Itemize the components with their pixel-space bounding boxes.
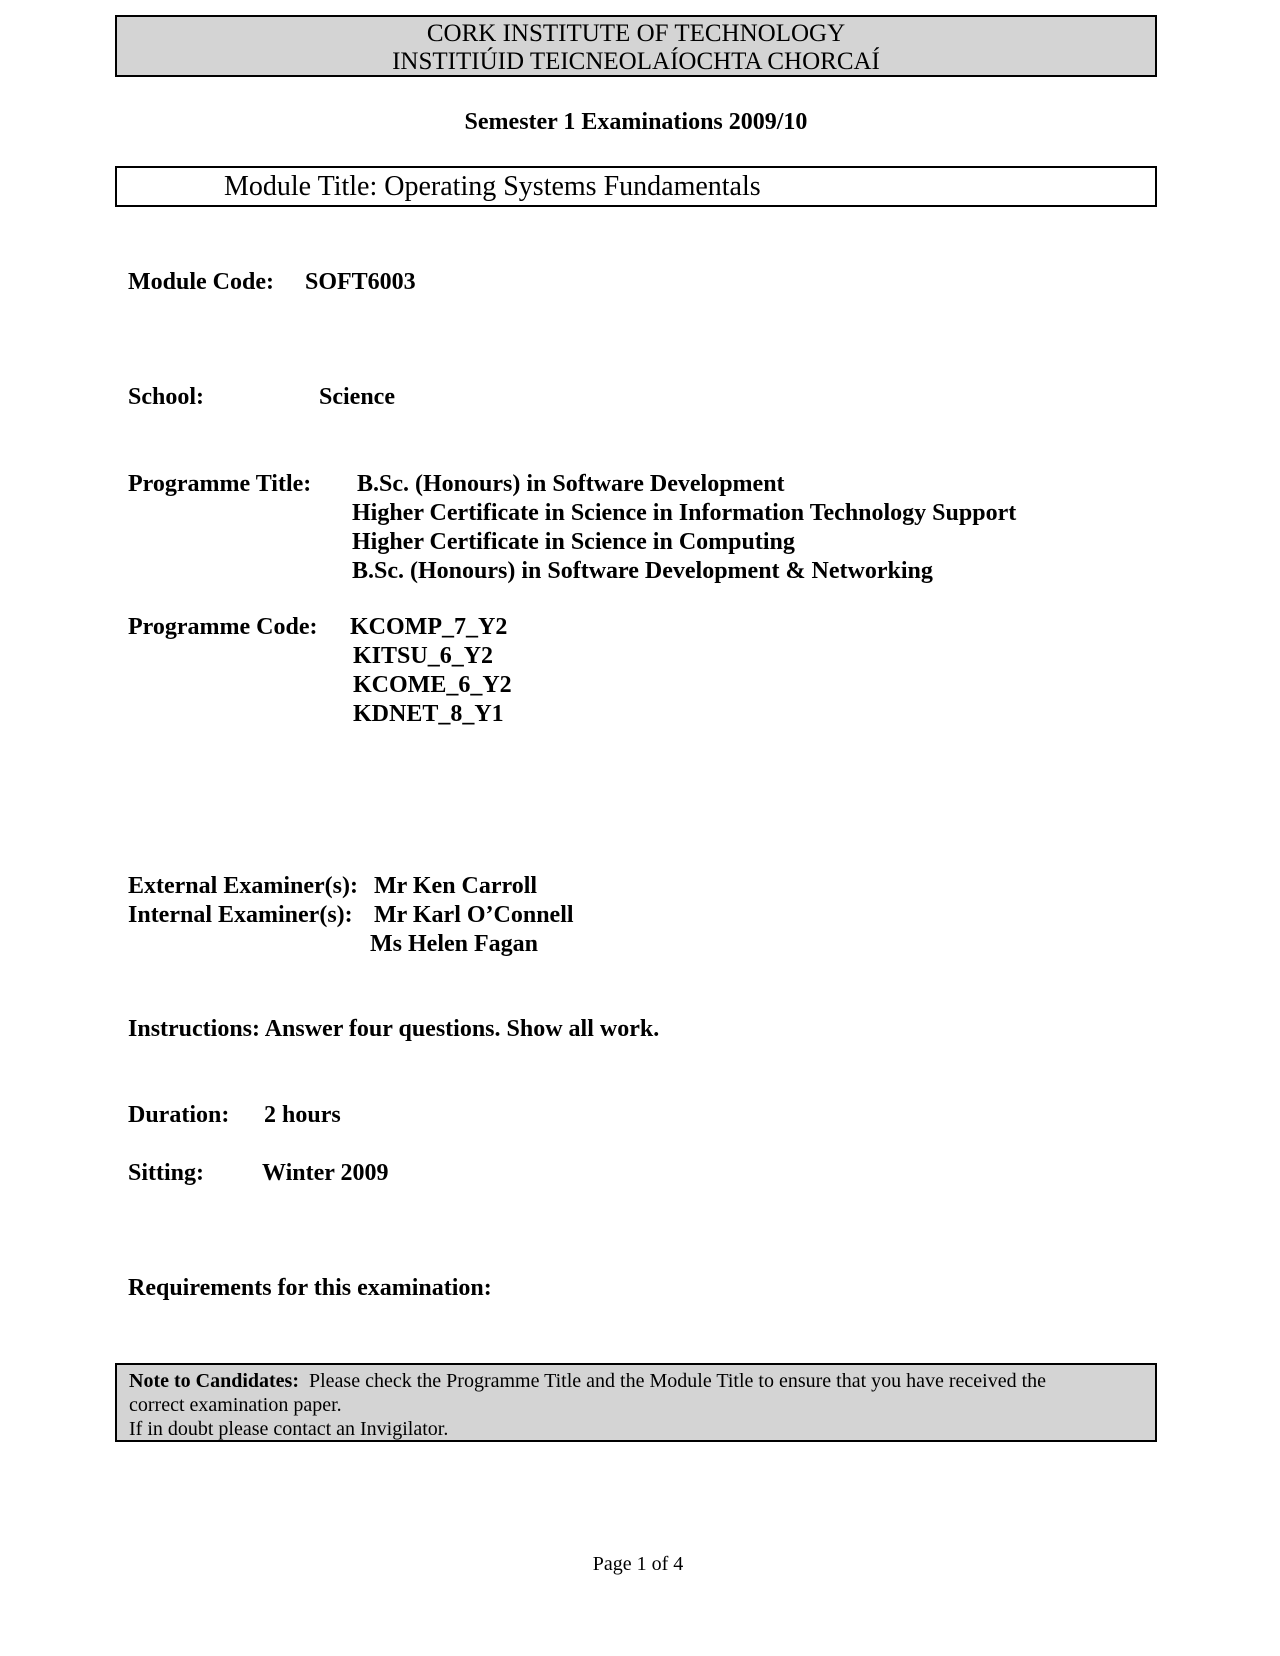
semester-heading: Semester 1 Examinations 2009/10 bbox=[464, 109, 808, 135]
institution-name-english: CORK INSTITUTE OF TECHNOLOGY bbox=[426, 20, 846, 47]
page-number: Page 1 of 4 bbox=[592, 1553, 684, 1575]
external-examiner-label: External Examiner(s): bbox=[128, 873, 358, 899]
requirements-heading: Requirements for this examination: bbox=[128, 1275, 492, 1301]
programme-title-line: B.Sc. (Honours) in Software Development bbox=[357, 471, 785, 497]
module-code-value: SOFT6003 bbox=[305, 269, 416, 295]
internal-examiner-name: Ms Helen Fagan bbox=[370, 931, 538, 957]
programme-code-line: KCOME_6_Y2 bbox=[353, 672, 512, 698]
programme-title-line: Higher Certificate in Science in Computing bbox=[352, 529, 795, 555]
programme-code-label: Programme Code: bbox=[128, 614, 318, 640]
note-text-line: If in doubt please contact an Invigilator. bbox=[129, 1418, 449, 1440]
institution-name-irish: INSTITIÚID TEICNEOLAÍOCHTA CHORCAÍ bbox=[392, 48, 880, 75]
internal-examiner-label: Internal Examiner(s): bbox=[128, 902, 353, 928]
programme-title-line: Higher Certificate in Science in Information Technology Support bbox=[352, 500, 1017, 526]
note-label: Note to Candidates: bbox=[129, 1370, 299, 1392]
school-value: Science bbox=[319, 384, 395, 410]
duration-value: 2 hours bbox=[264, 1102, 341, 1128]
module-code-label: Module Code: bbox=[128, 269, 274, 295]
note-text-line: Please check the Programme Title and the Module Title to ensure that you have received the bbox=[309, 1370, 1047, 1392]
internal-examiner-name: Mr Karl O’Connell bbox=[374, 902, 574, 928]
external-examiner-name: Mr Ken Carroll bbox=[374, 873, 538, 899]
programme-code-line: KITSU_6_Y2 bbox=[353, 643, 494, 669]
programme-title-label: Programme Title: bbox=[128, 471, 312, 497]
note-to-candidates bbox=[115, 1363, 1157, 1442]
programme-code-line: KDNET_8_Y1 bbox=[353, 701, 504, 727]
sitting-label: Sitting: bbox=[128, 1160, 205, 1186]
institution-header bbox=[115, 15, 1157, 77]
programme-code-line: KCOMP_7_Y2 bbox=[350, 614, 508, 640]
instructions: Instructions: Answer four questions. Show all work. bbox=[128, 1016, 660, 1042]
module-title: Module Title: Operating Systems Fundamentals bbox=[115, 166, 1157, 207]
note-text-line: correct examination paper. bbox=[129, 1394, 342, 1416]
programme-title-line: B.Sc. (Honours) in Software Development & Networking bbox=[352, 558, 933, 584]
duration-label: Duration: bbox=[128, 1102, 230, 1128]
sitting-value: Winter 2009 bbox=[262, 1160, 389, 1186]
school-label: School: bbox=[128, 384, 205, 410]
